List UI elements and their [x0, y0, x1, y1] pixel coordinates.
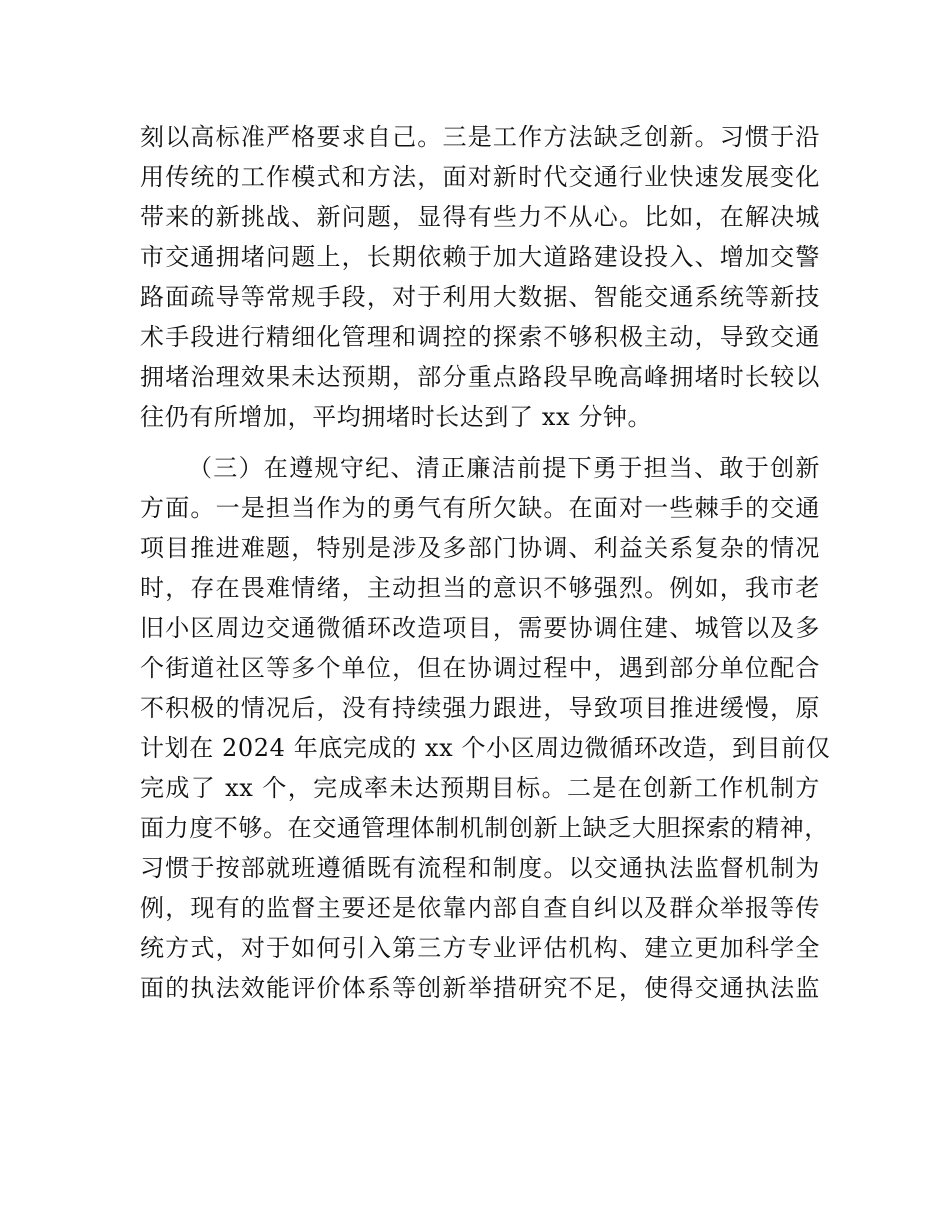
paragraph-2-line: 方面。一是担当作为的勇气有所欠缺。在面对一些棘手的交通 [140, 494, 820, 522]
paragraph-2-line: 统方式，对于如何引入第三方专业评估机构、建立更加科学全 [140, 934, 820, 962]
paragraph-2-line: 面力度不够。在交通管理体制机制创新上缺乏大胆探索的精神， [140, 814, 829, 842]
paragraph-1-line: 刻以高标准严格要求自己。三是工作方法缺乏创新。习惯于沿 [140, 123, 820, 151]
paragraph-2-line: 例，现有的监督主要还是依靠内部自查自纠以及群众举报等传 [140, 894, 820, 922]
paragraph-2-line: 计划在 2024 年底完成的 xx 个小区周边微循环改造，到目前仅 [140, 734, 831, 762]
paragraph-2-line: 不积极的情况后，没有持续强力跟进，导致项目推进缓慢，原 [140, 694, 820, 722]
document-body [140, 117, 831, 1008]
paragraph-1-line: 往仍有所增加，平均拥堵时长达到了 xx 分钟。 [140, 403, 653, 431]
paragraph-2-line: 面的执法效能评价体系等创新举措研究不足，使得交通执法监 [140, 974, 820, 1002]
paragraph-2 [140, 448, 831, 1008]
paragraph-2-line: 时，存在畏难情绪，主动担当的意识不够强烈。例如，我市老 [140, 574, 820, 602]
paragraph-2-line: 习惯于按部就班遵循既有流程和制度。以交通执法监督机制为 [140, 854, 820, 882]
paragraph-2-line: 旧小区周边交通微循环改造项目，需要协调住建、城管以及多 [140, 614, 820, 642]
paragraph-2-line: （三）在遵规守纪、清正廉洁前提下勇于担当、敢于创新 [188, 454, 820, 482]
paragraph-1-line: 带来的新挑战、新问题，显得有些力不从心。比如，在解决城 [140, 203, 820, 231]
paragraph-1-line: 用传统的工作模式和方法，面对新时代交通行业快速发展变化 [140, 163, 820, 191]
paragraph-1-line: 市交通拥堵问题上，长期依赖于加大道路建设投入、增加交警 [140, 243, 820, 271]
paragraph-2-line: 项目推进难题，特别是涉及多部门协调、利益关系复杂的情况 [140, 534, 820, 562]
paragraph-1-line: 术手段进行精细化管理和调控的探索不够积极主动，导致交通 [140, 323, 820, 351]
paragraph-2-line: 个街道社区等多个单位，但在协调过程中，遇到部分单位配合 [140, 654, 820, 682]
paragraph-1-line: 拥堵治理效果未达预期，部分重点路段早晚高峰拥堵时长较以 [140, 363, 820, 391]
paragraph-1-line: 路面疏导等常规手段，对于利用大数据、智能交通系统等新技 [140, 283, 820, 311]
paragraph-spacer [140, 437, 820, 448]
paragraph-1 [140, 117, 820, 437]
paragraph-2-line: 完成了 xx 个，完成率未达预期目标。二是在创新工作机制方 [140, 774, 820, 802]
